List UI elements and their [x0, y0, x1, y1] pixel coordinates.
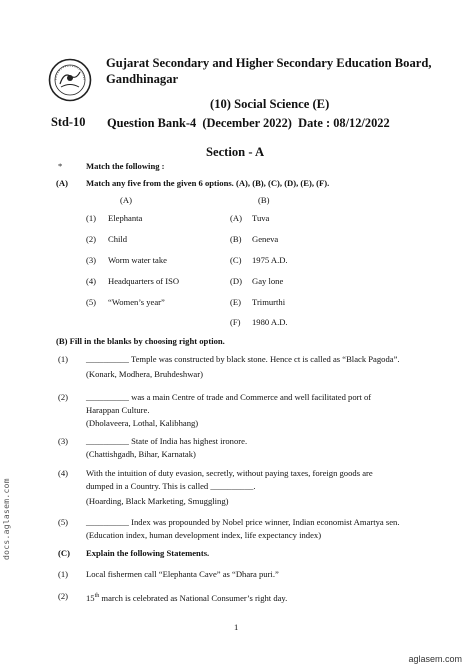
match-instruction: Match any five from the given 6 options. (A), (B), (C), (D), (E), (F).: [86, 178, 330, 188]
match-right-letter: (B): [230, 234, 242, 244]
question-text: __________ State of India has highest ironore.: [86, 436, 248, 446]
match-right-item: 1980 A.D.: [252, 317, 288, 327]
statement-date-suffix: th: [94, 593, 100, 599]
match-row-number: (5): [86, 297, 97, 307]
standard-label: Std-10: [51, 115, 86, 129]
match-right-letter: (E): [230, 297, 241, 307]
board-name-line1: Gujarat Secondary and Higher Secondary Education Board,: [106, 56, 432, 70]
page-number: 1: [234, 622, 239, 632]
part-a-label: (A): [56, 178, 68, 188]
match-right-item: Gay lone: [252, 276, 284, 286]
question-number: (1): [58, 354, 69, 364]
match-star: *: [58, 161, 63, 171]
question-options: (Education index, human development index, life expectancy index): [86, 530, 322, 540]
match-row-number: (4): [86, 276, 97, 286]
question-options: (Hoarding, Black Marketing, Smuggling): [86, 496, 229, 506]
question-number: (1): [58, 569, 69, 579]
match-right-letter: (C): [230, 255, 242, 265]
fill-blanks-heading: (B) Fill in the blanks by choosing right option.: [56, 336, 225, 346]
question-text: __________ Temple was constructed by black stone. Hence ct is called as “Black Pagoda”.: [86, 354, 400, 364]
match-heading: Match the following :: [86, 161, 165, 171]
statement-text: Local fishermen call “Elephanta Cave” as “Dhara puri.”: [86, 569, 279, 579]
explain-heading: Explain the following Statements.: [86, 548, 210, 558]
match-right-item: Trimurthi: [252, 297, 286, 307]
match-row-number: (1): [86, 213, 97, 223]
match-right-letter: (F): [230, 317, 241, 327]
match-left-item: Elephanta: [108, 213, 143, 223]
part-c-label: (C): [58, 548, 70, 558]
question-text-cont: dumped in a Country. This is called __________.: [86, 481, 256, 491]
match-right-letter: (D): [230, 276, 242, 286]
question-text: __________ Index was propounded by Nobel price winner, Indian economist Amartya sen.: [86, 517, 400, 527]
question-text: With the intuition of duty evasion, secretly, without paying taxes, foreign goods are: [86, 468, 373, 478]
question-options: (Konark, Modhera, Bruhdeshwar): [86, 369, 203, 379]
match-row-number: (3): [86, 255, 97, 265]
column-b-label: (B): [258, 195, 270, 205]
match-left-item: Headquarters of ISO: [108, 276, 180, 286]
section-title: Section - A: [206, 145, 265, 159]
match-right-item: Tuva: [252, 213, 270, 223]
match-right-letter: (A): [230, 213, 242, 223]
question-number: (2): [58, 392, 69, 402]
question-number: (5): [58, 517, 69, 527]
statement-date: 15: [86, 592, 95, 603]
statement-rest: march is celebrated as National Consumer’s right day.: [99, 592, 288, 603]
question-options: (Chattishgadh, Bihar, Karnatak): [86, 449, 196, 459]
board-seal-logo: [48, 58, 92, 102]
footer-brand: aglasem.com: [408, 654, 462, 664]
subject-title: (10) Social Science (E): [210, 97, 330, 111]
match-left-item: Worm water take: [108, 255, 167, 265]
question-text: __________ was a main Centre of trade and Commerce and well facilitated port of: [86, 392, 372, 402]
match-row-number: (2): [86, 234, 97, 244]
statement-text: [86, 591, 287, 604]
side-url-watermark: docs.aglasem.com: [2, 478, 11, 560]
question-number: (3): [58, 436, 69, 446]
question-number: (2): [58, 591, 69, 601]
match-left-item: Child: [108, 234, 128, 244]
match-left-item: “Women’s year”: [108, 297, 165, 307]
question-text-cont: Harappan Culture.: [86, 405, 150, 415]
match-right-item: Geneva: [252, 234, 279, 244]
question-number: (4): [58, 468, 69, 478]
question-bank-title: Question Bank-4 (December 2022) Date : 08/12/2022: [107, 116, 390, 130]
match-right-item: 1975 A.D.: [252, 255, 288, 265]
board-name-line2: Gandhinagar: [106, 72, 179, 86]
question-options: (Dholaveera, Lothal, Kalibhang): [86, 418, 199, 428]
column-a-label: (A): [120, 195, 132, 205]
